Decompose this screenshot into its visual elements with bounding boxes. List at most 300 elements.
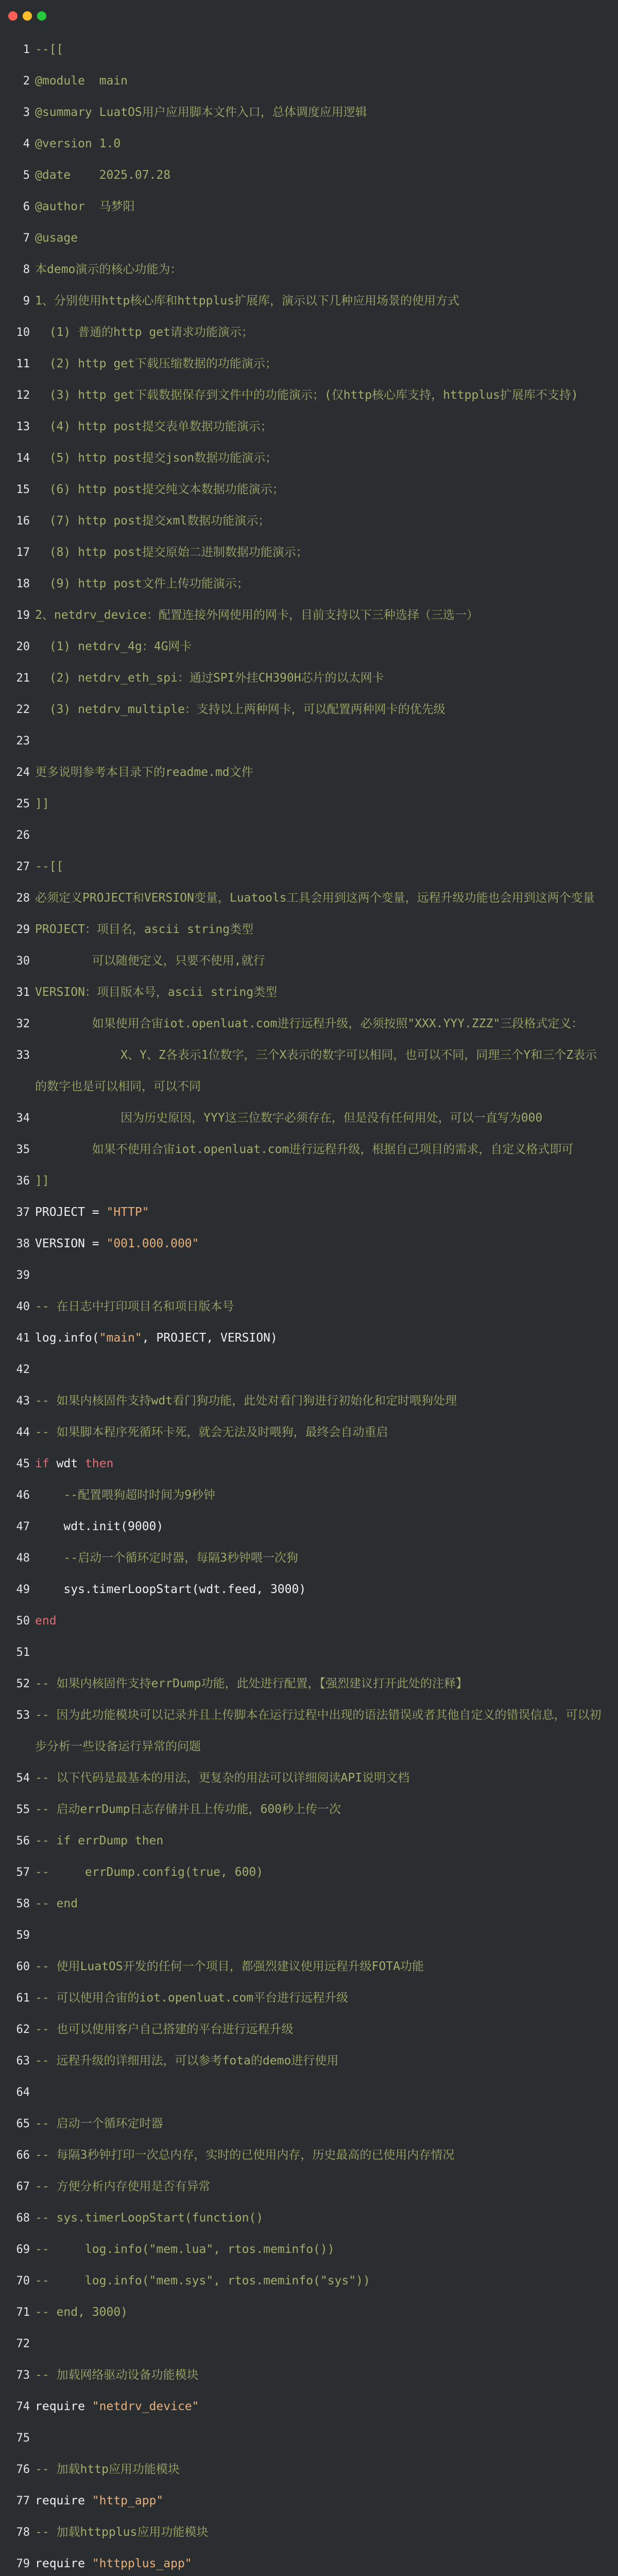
line-number: 55	[16, 1803, 30, 1816]
line-text	[35, 2202, 618, 2234]
code-line	[0, 1448, 618, 1480]
line-number: 2	[23, 75, 30, 88]
line-number: 49	[16, 1583, 30, 1596]
line-text	[35, 1888, 618, 1920]
code-line	[0, 1888, 618, 1920]
code-token: -- 在日志中打印项目名和项目版本号	[35, 1300, 234, 1313]
code-token: -- 如果内核固件支持wdt看门狗功能，此处对看门狗进行初始化和定时喂狗处理	[35, 1394, 457, 1408]
line-number: 60	[16, 1960, 30, 1973]
code-token: (3) http get下载数据保存到文件中的功能演示；(仅http核心库支持，httpplus扩展库不支持)	[35, 388, 578, 402]
line-text	[35, 160, 618, 191]
code-token: (2) http get下载压缩数据的功能演示；	[35, 357, 277, 370]
code-token: --[[	[35, 860, 64, 873]
code-token: @usage	[35, 231, 78, 245]
line-number: 45	[16, 1458, 30, 1470]
code-token: -- 加载httpplus应用功能模块	[35, 2526, 209, 2539]
code-token: (7) http post提交xml数据功能演示；	[35, 514, 270, 528]
line-text	[35, 694, 618, 725]
code-token: 因为历史原因，YYY这三位数字必须存在，但是没有任何用处，可以一直写为000	[35, 1111, 543, 1125]
line-text	[35, 1511, 618, 1543]
code-token: -- 使用LuatOS开发的任何一个项目，都强烈建议使用远程升级FOTA功能	[35, 1960, 424, 1973]
code-line	[0, 474, 618, 505]
line-number: 21	[16, 672, 30, 685]
line-text	[35, 2140, 618, 2171]
code-token: -- 远程升级的详细用法，可以参考fota的demo进行使用	[35, 2054, 339, 2067]
code-token: -- 方便分析内存使用是否有异常	[35, 2180, 211, 2193]
code-token: -- 因为此功能模块可以记录并且上传脚本在运行过程中出现的语法错误或者其他自定义的错误信息，可以初步分析一些设备运行异常的问题	[35, 1708, 602, 1753]
line-number: 13	[16, 420, 30, 433]
line-text	[35, 1165, 618, 1197]
line-text	[35, 1574, 618, 1605]
line-text	[35, 568, 618, 600]
line-number: 14	[16, 452, 30, 465]
code-line	[0, 223, 618, 254]
line-number: 77	[16, 2495, 30, 2507]
line-number: 79	[16, 2557, 30, 2570]
line-text	[35, 2014, 618, 2045]
line-text	[35, 1228, 618, 1260]
line-text	[35, 537, 618, 568]
line-text	[35, 1762, 618, 1794]
line-text	[35, 1134, 618, 1165]
line-text	[35, 600, 618, 631]
line-number: 39	[16, 1269, 30, 1282]
line-text	[35, 1982, 618, 2014]
code-token: VERSION =	[35, 1237, 107, 1250]
line-text	[35, 34, 618, 65]
code-line	[0, 254, 618, 285]
line-text	[35, 1668, 618, 1700]
line-number: 29	[16, 923, 30, 936]
code-line	[0, 568, 618, 600]
code-token: 本demo演示的核心功能为：	[35, 263, 182, 276]
line-number: 24	[16, 766, 30, 779]
code-line	[0, 2014, 618, 2045]
code-token: 如果不使用合宙iot.openluat.com进行远程升级，根据自己项目的需求，自定义格式即可	[35, 1143, 574, 1156]
code-token: (1) 普通的http get请求功能演示；	[35, 326, 253, 339]
line-number: 74	[16, 2400, 30, 2413]
line-number: 47	[16, 1520, 30, 1533]
line-number: 69	[16, 2243, 30, 2256]
line-number: 65	[16, 2117, 30, 2130]
code-token: -- end	[35, 1897, 78, 1910]
code-line	[0, 725, 618, 757]
code-line	[0, 1605, 618, 1637]
line-text	[35, 1951, 618, 1982]
code-line	[0, 2140, 618, 2171]
code-line	[0, 663, 618, 694]
line-text	[35, 2360, 618, 2391]
code-line	[0, 1637, 618, 1668]
line-number: 20	[16, 640, 30, 653]
line-number: 5	[23, 169, 30, 182]
line-number: 37	[16, 1206, 30, 1219]
code-line	[0, 97, 618, 128]
line-text	[35, 2297, 618, 2328]
code-line	[0, 1668, 618, 1700]
code-token: end	[35, 1614, 57, 1628]
line-number: 46	[16, 1489, 30, 1502]
line-text	[35, 914, 618, 945]
line-number: 17	[16, 546, 30, 559]
code-line	[0, 2360, 618, 2391]
code-line	[0, 2202, 618, 2234]
code-token: -- sys.timerLoopStart(function()	[35, 2211, 264, 2225]
code-line	[0, 694, 618, 725]
code-line	[0, 2297, 618, 2328]
code-line	[0, 600, 618, 631]
line-number: 64	[16, 2086, 30, 2099]
line-text	[35, 1448, 618, 1480]
code-line	[0, 160, 618, 191]
line-text	[35, 2517, 618, 2548]
line-number: 59	[16, 1929, 30, 1942]
code-token: -- if errDump then	[35, 1834, 164, 1848]
line-number: 7	[23, 232, 30, 245]
line-number: 31	[16, 986, 30, 999]
line-text	[35, 631, 618, 663]
line-text	[35, 505, 618, 537]
line-number: 63	[16, 2055, 30, 2067]
code-token: @date 2025.07.28	[35, 168, 171, 182]
line-text	[35, 977, 618, 1008]
code-token: -- 可以使用合宙的iot.openluat.com平台进行远程升级	[35, 1991, 349, 2005]
code-line	[0, 2391, 618, 2422]
line-number: 76	[16, 2463, 30, 2476]
line-text	[35, 2454, 618, 2485]
line-number: 32	[16, 1018, 30, 1030]
code-token: (5) http post提交json数据功能演示；	[35, 451, 278, 465]
code-token: if	[35, 1457, 57, 1470]
code-token: sys.timerLoopStart(wdt.feed, 3000)	[35, 1583, 306, 1596]
code-token: require	[35, 2400, 92, 2413]
line-text	[35, 2548, 618, 2576]
code-token: "httpplus_app"	[92, 2557, 192, 2570]
code-token: (2) netdrv_eth_spi：通过SPI外挂CH390H芯片的以太网卡	[35, 671, 384, 685]
code-token: (6) http post提交纯文本数据功能演示；	[35, 483, 284, 496]
code-line	[0, 1982, 618, 2014]
code-token: (8) http post提交原始二进制数据功能演示；	[35, 546, 308, 559]
line-number: 53	[16, 1709, 30, 1722]
code-token: (4) http post提交表单数据功能演示；	[35, 420, 272, 433]
line-number: 42	[16, 1363, 30, 1376]
minimize-icon[interactable]	[23, 11, 32, 21]
line-text	[35, 348, 618, 380]
line-number: 27	[16, 860, 30, 873]
line-number: 54	[16, 1772, 30, 1785]
code-line	[0, 631, 618, 663]
code-line	[0, 128, 618, 160]
code-token: --[[	[35, 43, 64, 56]
code-line	[0, 443, 618, 474]
code-token: then	[84, 1457, 114, 1470]
code-token: (1) netdrv_4g：4G网卡	[35, 640, 192, 653]
line-text	[35, 945, 618, 977]
code-line	[0, 1574, 618, 1605]
code-token: ]]	[35, 797, 49, 810]
code-line	[0, 820, 618, 851]
code-line	[0, 34, 618, 65]
code-token: @author 马梦阳	[35, 200, 135, 213]
line-number: 71	[16, 2306, 30, 2319]
line-text	[35, 97, 618, 128]
code-line	[0, 1323, 618, 1354]
line-number: 35	[16, 1143, 30, 1156]
code-line	[0, 788, 618, 820]
line-text	[35, 2265, 618, 2297]
code-token: -- 启动errDump日志存储并且上传功能，600秒上传一次	[35, 1803, 341, 1816]
code-token: -- 如果内核固件支持errDump功能，此处进行配置，【强烈建议打开此处的注释】	[35, 1677, 468, 1690]
code-line	[0, 1417, 618, 1448]
line-number: 1	[23, 43, 30, 56]
line-number: 30	[16, 955, 30, 968]
code-line	[0, 380, 618, 411]
code-line	[0, 2077, 618, 2108]
line-number: 6	[23, 200, 30, 213]
maximize-icon[interactable]	[37, 11, 46, 21]
code-line	[0, 1197, 618, 1228]
code-line	[0, 1511, 618, 1543]
code-token: "HTTP"	[106, 1206, 149, 1219]
code-line	[0, 1543, 618, 1574]
line-number: 15	[16, 483, 30, 496]
code-token: @module main	[35, 74, 128, 88]
line-text	[35, 128, 618, 160]
line-number: 11	[16, 358, 30, 370]
line-text	[35, 2485, 618, 2517]
code-line	[0, 2517, 618, 2548]
line-text	[35, 1794, 618, 1825]
code-line	[0, 2265, 618, 2297]
line-text	[35, 1323, 618, 1354]
code-line	[0, 1920, 618, 1951]
code-line	[0, 883, 618, 914]
line-text	[35, 663, 618, 694]
close-icon[interactable]	[8, 11, 18, 21]
code-line	[0, 2045, 618, 2077]
line-text	[35, 1700, 618, 1762]
line-text	[35, 2391, 618, 2422]
line-text	[35, 1385, 618, 1417]
line-text	[35, 2108, 618, 2140]
line-text	[35, 1480, 618, 1511]
line-text	[35, 1291, 618, 1323]
line-text	[35, 191, 618, 223]
code-line	[0, 757, 618, 788]
code-token: "001.000.000"	[106, 1237, 199, 1250]
code-token: (9) http post文件上传功能演示；	[35, 577, 249, 590]
code-token: -- 加载http应用功能模块	[35, 2463, 180, 2476]
line-number: 58	[16, 1897, 30, 1910]
code-token: X、Y、Z各表示1位数字，三个X表示的数字可以相同，也可以不同，同理三个Y和三个Z表示的数字也是可以相同，可以不同	[35, 1048, 597, 1093]
code-line	[0, 851, 618, 883]
line-number: 4	[23, 138, 30, 150]
code-token: 2、netdrv_device：配置连接外网使用的网卡，目前支持以下三种选择（三选一）	[35, 608, 478, 622]
code-token: -- 也可以使用客户自己搭建的平台进行远程升级	[35, 2023, 294, 2036]
line-text	[35, 443, 618, 474]
line-number: 18	[16, 578, 30, 590]
code-token: --配置喂狗超时时间为9秒钟	[35, 1488, 215, 1502]
code-line	[0, 1165, 618, 1197]
code-token: VERSION：项目版本号，ascii string类型	[35, 986, 278, 999]
line-number: 50	[16, 1615, 30, 1628]
line-number: 68	[16, 2212, 30, 2225]
code-line	[0, 1103, 618, 1134]
code-line	[0, 2234, 618, 2265]
line-number: 44	[16, 1426, 30, 1439]
code-line	[0, 2454, 618, 2485]
code-token: -- errDump.config(true, 600)	[35, 1866, 264, 1879]
line-number: 34	[16, 1112, 30, 1125]
line-number: 61	[16, 1992, 30, 2005]
line-text	[35, 1417, 618, 1448]
code-token: --启动一个循环定时器，每隔3秒钟喂一次狗	[35, 1551, 298, 1565]
line-number: 8	[23, 263, 30, 276]
code-token: wdt.init(9000)	[35, 1520, 164, 1533]
line-number: 19	[16, 609, 30, 622]
code-line	[0, 1040, 618, 1103]
line-text	[35, 474, 618, 505]
line-number: 52	[16, 1677, 30, 1690]
code-token: "main"	[99, 1331, 142, 1345]
code-line	[0, 537, 618, 568]
line-number: 22	[16, 703, 30, 716]
code-line	[0, 977, 618, 1008]
code-line	[0, 1260, 618, 1291]
line-text	[35, 1103, 618, 1134]
line-number: 51	[16, 1646, 30, 1659]
line-number: 70	[16, 2275, 30, 2287]
line-number: 25	[16, 798, 30, 810]
code-token: "netdrv_device"	[92, 2400, 199, 2413]
line-text	[35, 2234, 618, 2265]
line-text	[35, 1008, 618, 1040]
line-number: 43	[16, 1395, 30, 1408]
line-number: 10	[16, 326, 30, 339]
code-token: require	[35, 2494, 92, 2507]
code-token: PROJECT =	[35, 1206, 107, 1219]
line-number: 16	[16, 515, 30, 528]
line-number: 40	[16, 1300, 30, 1313]
code-line	[0, 1008, 618, 1040]
line-text	[35, 254, 618, 285]
line-number: 72	[16, 2337, 30, 2350]
code-line	[0, 1480, 618, 1511]
code-token: 可以随便定义，只要不使用,就行	[35, 954, 265, 968]
code-token: 1、分别使用http核心库和httpplus扩展库，演示以下几种应用场景的使用方式	[35, 294, 460, 308]
code-line	[0, 1857, 618, 1888]
line-text	[35, 411, 618, 443]
line-text	[35, 851, 618, 883]
code-token: -- 启动一个循环定时器	[35, 2117, 163, 2130]
code-line	[0, 1794, 618, 1825]
line-text	[35, 285, 618, 317]
code-line	[0, 2422, 618, 2454]
code-line	[0, 1700, 618, 1762]
line-text	[35, 2045, 618, 2077]
code-line	[0, 1291, 618, 1323]
line-text	[35, 1605, 618, 1637]
line-number: 41	[16, 1332, 30, 1345]
code-token: ]]	[35, 1174, 49, 1188]
line-text	[35, 1857, 618, 1888]
line-number: 66	[16, 2149, 30, 2162]
code-line	[0, 505, 618, 537]
code-token: @summary LuatOS用户应用脚本文件入口，总体调度应用逻辑	[35, 106, 367, 119]
line-number: 56	[16, 1835, 30, 1848]
code-line	[0, 2108, 618, 2140]
line-number: 28	[16, 892, 30, 905]
code-token: require	[35, 2557, 92, 2570]
code-line	[0, 65, 618, 97]
line-number: 73	[16, 2369, 30, 2382]
line-text	[35, 757, 618, 788]
code-token: -- 如果脚本程序死循环卡死，就会无法及时喂狗，最终会自动重启	[35, 1426, 388, 1439]
code-token: -- 每隔3秒钟打印一次总内存，实时的已使用内存，历史最高的已使用内存情况	[35, 2148, 455, 2162]
code-token: -- end, 3000)	[35, 2306, 128, 2319]
window-titlebar	[0, 0, 618, 34]
line-number: 75	[16, 2432, 30, 2445]
code-line	[0, 2485, 618, 2517]
line-number: 78	[16, 2526, 30, 2539]
line-text	[35, 883, 618, 914]
code-token: -- log.info("mem.lua", rtos.meminfo())	[35, 2243, 335, 2256]
line-number: 33	[16, 1049, 30, 1062]
line-text	[35, 1197, 618, 1228]
code-token: "http_app"	[92, 2494, 164, 2507]
code-line	[0, 1385, 618, 1417]
code-token: log.info(	[35, 1331, 99, 1345]
code-token: , PROJECT, VERSION)	[142, 1331, 278, 1345]
line-number: 3	[23, 106, 30, 119]
code-token: 如果使用合宙iot.openluat.com进行远程升级，必须按照"XXX.YYY.ZZZ"三段格式定义：	[35, 1017, 583, 1030]
code-line	[0, 1951, 618, 1982]
line-number: 62	[16, 2023, 30, 2036]
line-text	[35, 380, 618, 411]
code-token: -- 加载网络驱动设备功能模块	[35, 2368, 199, 2382]
line-text	[35, 1543, 618, 1574]
line-number: 38	[16, 1238, 30, 1250]
code-line	[0, 1825, 618, 1857]
code-line	[0, 914, 618, 945]
code-token: -- 以下代码是最基本的用法，更复杂的用法可以详细阅读API说明文档	[35, 1771, 410, 1785]
code-line	[0, 1134, 618, 1165]
line-number: 48	[16, 1552, 30, 1565]
code-line	[0, 348, 618, 380]
code-token: (3) netdrv_multiple：支持以上两种网卡，可以配置两种网卡的优先级	[35, 703, 445, 716]
code-line	[0, 191, 618, 223]
code-token: 必须定义PROJECT和VERSION变量，Luatools工具会用到这两个变量，远程升级功能也会用到这两个变量	[35, 891, 595, 905]
line-text	[35, 223, 618, 254]
code-line	[0, 2171, 618, 2202]
code-token: wdt	[56, 1457, 85, 1470]
code-editor[interactable]	[0, 34, 618, 2576]
code-token: PROJECT：项目名，ascii string类型	[35, 923, 254, 936]
code-line	[0, 411, 618, 443]
code-line	[0, 1354, 618, 1385]
line-number: 57	[16, 1866, 30, 1879]
line-text	[35, 2171, 618, 2202]
line-number: 9	[23, 295, 30, 308]
line-text	[35, 317, 618, 348]
code-line	[0, 1228, 618, 1260]
code-line	[0, 317, 618, 348]
line-text	[35, 65, 618, 97]
line-number: 67	[16, 2180, 30, 2193]
line-number: 12	[16, 389, 30, 402]
code-line	[0, 2328, 618, 2360]
code-token: -- log.info("mem.sys", rtos.meminfo("sys"))	[35, 2274, 370, 2287]
